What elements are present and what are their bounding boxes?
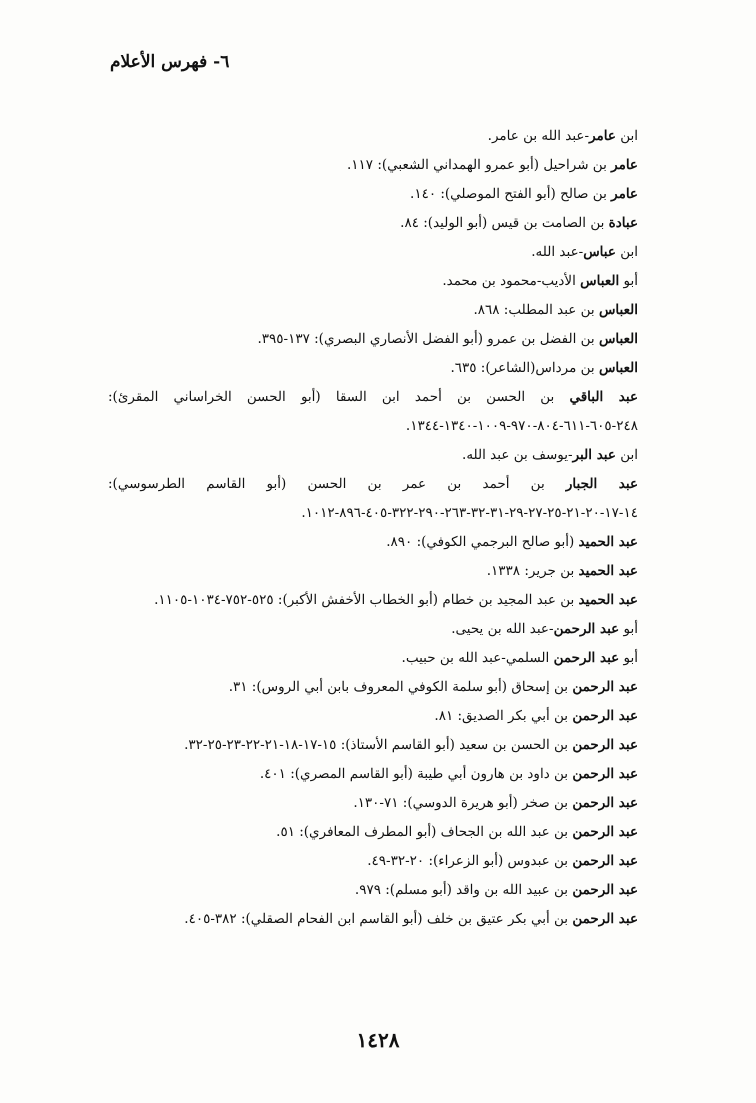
entry-name: العباس <box>598 302 638 318</box>
entry-name: عبد الرحمن <box>553 650 620 666</box>
entry-name: عبد الرحمن <box>572 882 638 898</box>
index-entry <box>108 383 638 441</box>
index-entry <box>108 441 638 470</box>
entry-name: عبد الرحمن <box>572 766 638 782</box>
index-entry <box>108 789 638 818</box>
entry-rest: -عبد الله بن يحيى. <box>451 621 554 637</box>
entry-prefix: ابن <box>615 128 638 144</box>
entry-name: عباس <box>583 244 616 260</box>
index-entry <box>108 818 638 847</box>
index-entry <box>108 702 638 731</box>
entry-rest: بن مرداس(الشاعر): ٦٣٥. <box>450 360 599 376</box>
entry-rest: بن أحمد بن عمر بن الحسن (أبو القاسم الطرسوسي): ١٤-١٧-٢٠-٢١-٢٥-٢٧-٢٩-٣١-٣٢-٢٦٣-٢٩٠-٣٢٢-٤٠٥-٨٩٦-١٠١٢. <box>108 476 638 521</box>
entry-name: عبد الرحمن <box>572 795 638 811</box>
index-entry <box>108 296 638 325</box>
entry-prefix: أبو <box>619 621 638 637</box>
entry-name: عبد الرحمن <box>553 621 620 637</box>
page-number: ١٤٢٨ <box>356 1028 400 1052</box>
entry-name: عامر <box>589 128 616 144</box>
index-entry <box>108 905 638 934</box>
page-header-title: ٦- فهرس الأعلام <box>110 52 230 72</box>
entry-name: عبد الحميد <box>578 563 638 579</box>
entry-rest: بن الفضل بن عمرو (أبو الفضل الأنصاري البصري): ١٣٧-٣٩٥. <box>257 331 599 347</box>
index-entry <box>108 354 638 383</box>
entry-name: عبد الحميد <box>578 534 638 550</box>
entry-rest: بن أبي بكر عتيق بن خلف (أبو القاسم ابن الفحام الصقلي): ٣٨٢-٤٠٥. <box>184 911 573 927</box>
entry-rest: بن الصامت بن قيس (أبو الوليد): ٨٤. <box>400 215 609 231</box>
index-entry <box>108 673 638 702</box>
index-entry <box>108 847 638 876</box>
entry-rest: بن شراحيل (أبو عمرو الهمداني الشعبي): ١١٧. <box>346 157 612 173</box>
index-entry <box>108 151 638 180</box>
entry-rest: بن الحسن بن سعيد (أبو القاسم الأستاذ): ١٥-١٧-١٨-٢١-٢٢-٢٣-٢٥-٣٢. <box>184 737 573 753</box>
index-entry <box>108 209 638 238</box>
index-entry <box>108 267 638 296</box>
entry-rest: بن أبي بكر الصديق: ٨١. <box>434 708 573 724</box>
entry-rest: -يوسف بن عبد الله. <box>462 447 573 463</box>
entry-rest: بن جرير: ١٣٣٨. <box>486 563 579 579</box>
entry-name: عامر <box>611 157 638 173</box>
index-entry <box>108 760 638 789</box>
index-entry <box>108 876 638 905</box>
entry-rest: -عبد الله بن عامر. <box>487 128 590 144</box>
entry-rest: بن عبد المطلب: ٨٦٨. <box>473 302 599 318</box>
entry-rest: بن عبد الله بن الجحاف (أبو المطرف المعافري): ٥١. <box>276 824 573 840</box>
entry-rest: بن داود بن هارون أبي طيبة (أبو القاسم المصري): ٤٠١. <box>259 766 573 782</box>
entry-name: العباس <box>598 331 638 347</box>
entry-rest: -عبد الله. <box>531 244 584 260</box>
index-entry <box>108 470 638 528</box>
entry-prefix: أبو <box>619 650 638 666</box>
entry-rest: (أبو صالح البرجمي الكوفي): ٨٩٠. <box>386 534 579 550</box>
entry-name: عبد الرحمن <box>572 824 638 840</box>
entry-rest: بن إسحاق (أبو سلمة الكوفي المعروف بابن أبي الروس): ٣١. <box>228 679 573 695</box>
entry-rest: بن عبدوس (أبو الزعراء): ٢٠-٣٢-٤٩. <box>367 853 573 869</box>
index-entry <box>108 122 638 151</box>
entry-rest: بن صخر (أبو هريرة الدوسي): ٧١-١٣٠. <box>353 795 573 811</box>
index-entry <box>108 238 638 267</box>
entry-name: عبد الجبار <box>565 476 639 492</box>
entry-rest: الأديب-محمود بن محمد. <box>442 273 581 289</box>
entry-prefix: ابن <box>615 244 638 260</box>
index-entry <box>108 325 638 354</box>
entry-rest: السلمي-عبد الله بن حبيب. <box>401 650 554 666</box>
entry-rest: بن صالح (أبو الفتح الموصلي): ١٤٠. <box>410 186 612 202</box>
entry-name: عبد الحميد <box>578 592 638 608</box>
index-entry <box>108 586 638 615</box>
entry-name: العباس <box>598 360 638 376</box>
entry-prefix: ابن <box>615 447 638 463</box>
entry-name: عبد الرحمن <box>572 708 638 724</box>
entry-name: العباس <box>580 273 620 289</box>
entry-name: عبد الرحمن <box>572 737 638 753</box>
index-entry <box>108 528 638 557</box>
entry-name: عامر <box>611 186 638 202</box>
entry-name: عبد الرحمن <box>572 853 638 869</box>
entry-name: عبد البر <box>572 447 616 463</box>
entry-rest: بن عبد المجيد بن خطام (أبو الخطاب الأخفش الأكبر): ٥٢٥-٧٥٢-١٠٣٤-١١٠٥. <box>154 592 579 608</box>
entry-name: عبد الرحمن <box>572 911 638 927</box>
entry-name: عبد الرحمن <box>572 679 638 695</box>
index-entries <box>108 122 638 934</box>
index-entry <box>108 644 638 673</box>
entry-name: عبادة <box>608 215 638 231</box>
entry-prefix: أبو <box>619 273 638 289</box>
entry-name: عبد الباقي <box>569 389 639 405</box>
entry-rest: بن الحسن بن أحمد ابن السقا (أبو الحسن الخراساني المقرئ): ٢٤٨-٦٠٥-٦١١-٨٠٤-٩٧٠-١٠٠٩-١٣٤٠-١٣٤٤. <box>108 389 638 434</box>
index-entry <box>108 557 638 586</box>
index-entry <box>108 731 638 760</box>
index-entry <box>108 180 638 209</box>
index-entry <box>108 615 638 644</box>
entry-rest: بن عبيد الله بن واقد (أبو مسلم): ٩٧٩. <box>354 882 573 898</box>
